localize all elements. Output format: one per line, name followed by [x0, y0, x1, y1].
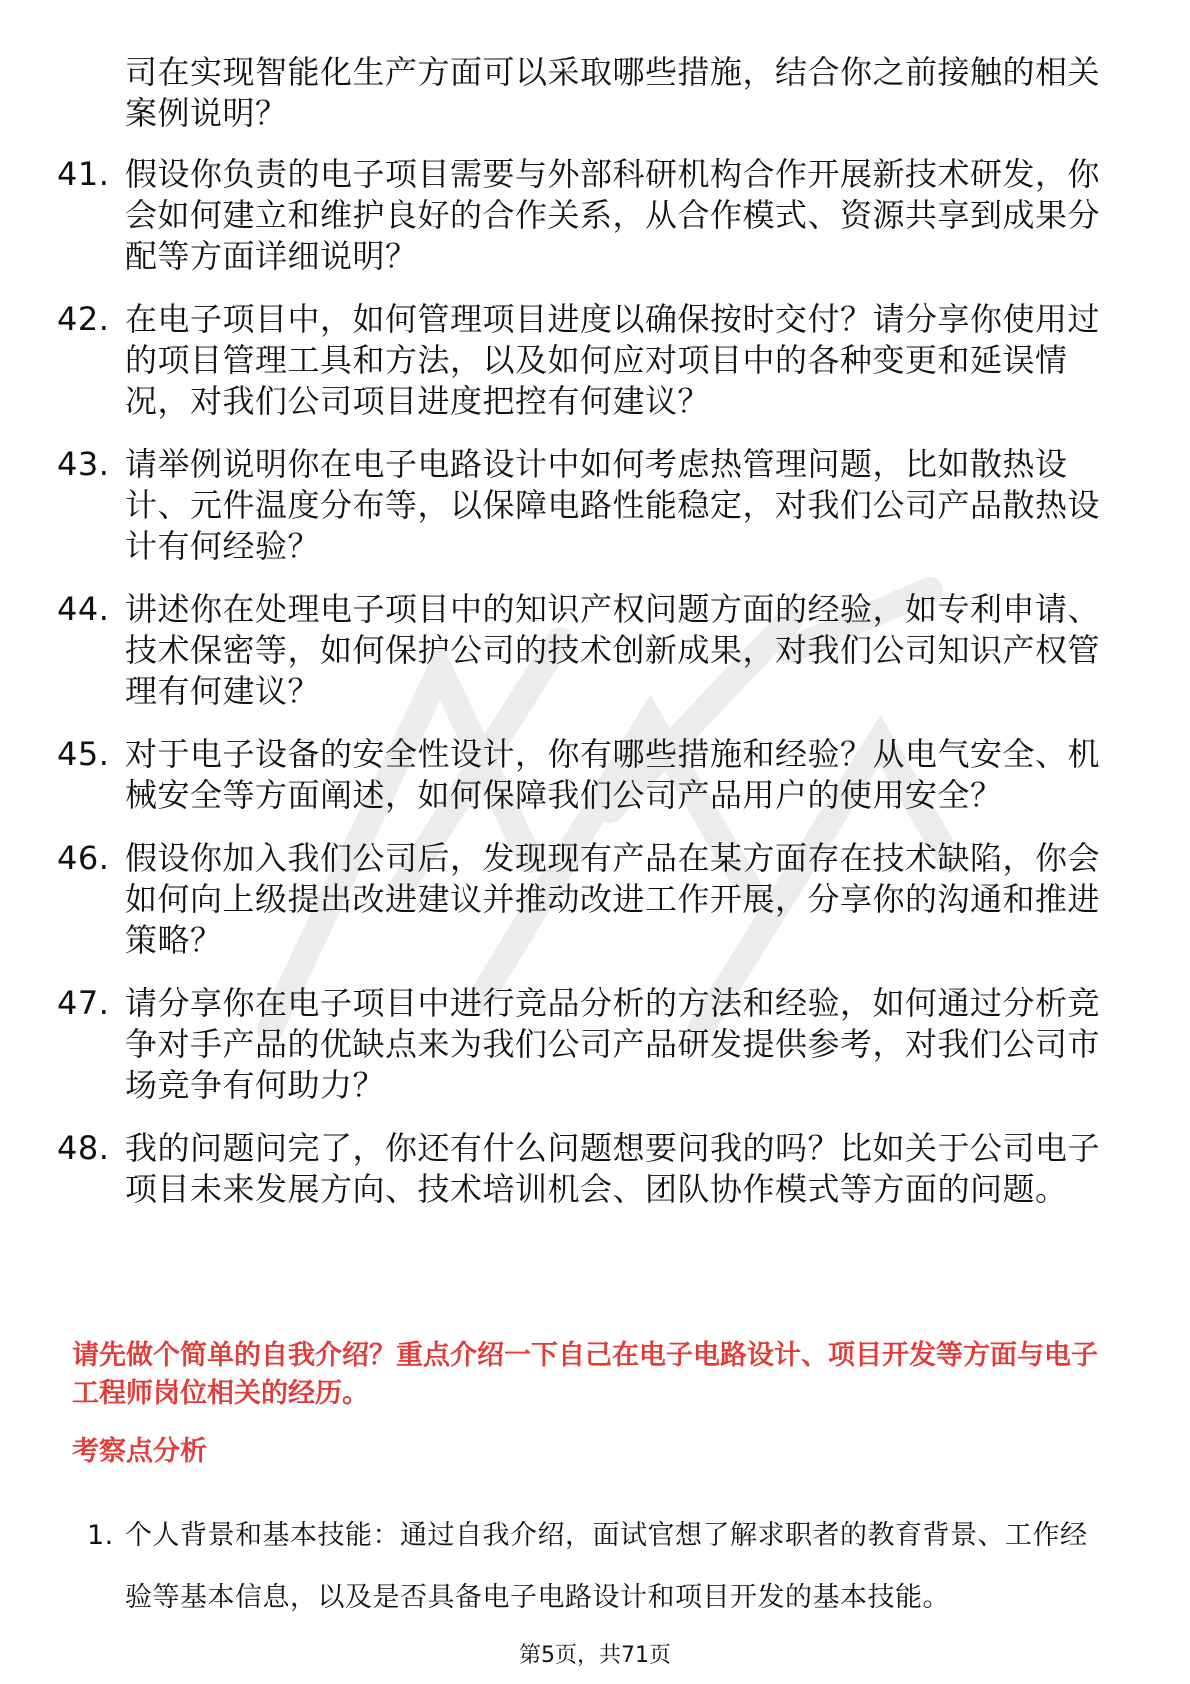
question-number: 44. [57, 590, 110, 628]
question-number: 42. [57, 300, 110, 338]
question-item [57, 983, 1105, 1106]
question-item [57, 154, 1105, 277]
section-title: 请先做个简单的自我介绍？重点介绍一下自己在电子电路设计、项目开发等方面与电子工程师岗位相关的经历。 [72, 1340, 1098, 1409]
question-number: 43. [57, 445, 110, 483]
question-text: 请分享你在电子项目中进行竞品分析的方法和经验，如何通过分析竞争对手产品的优缺点来为我们公司产品研发提供参考，对我们公司市场竞争有何助力？ [125, 984, 1101, 1104]
question-number: 45. [57, 735, 110, 773]
question-number: 48. [57, 1129, 110, 1167]
question-item [57, 1128, 1105, 1210]
question-list [0, 52, 1190, 1232]
analysis-heading: 考察点分析 [72, 1436, 207, 1467]
question-text: 请举例说明你在电子电路设计中如何考虑热管理问题，比如散热设计、元件温度分布等，以保障电路性能稳定，对我们公司产品散热设计有何经验？ [125, 445, 1101, 565]
point-number: 1. [87, 1520, 114, 1551]
question-continuation: 司在实现智能化生产方面可以采取哪些措施，结合你之前接触的相关案例说明？ [125, 53, 1101, 132]
question-text: 讲述你在处理电子项目中的知识产权问题方面的经验，如专利申请、技术保密等，如何保护公司的技术创新成果，对我们公司知识产权管理有何建议？ [125, 590, 1101, 710]
question-text: 假设你负责的电子项目需要与外部科研机构合作开展新技术研发，你会如何建立和维护良好的合作关系，从合作模式、资源共享到成果分配等方面详细说明？ [125, 155, 1101, 275]
question-number: 47. [57, 984, 110, 1022]
question-item [57, 444, 1105, 567]
question-text: 对于电子设备的安全性设计，你有哪些措施和经验？从电气安全、机械安全等方面阐述，如何保障我们公司产品用户的使用安全？ [125, 735, 1101, 814]
question-item [57, 734, 1105, 816]
question-text: 假设你加入我们公司后，发现现有产品在某方面存在技术缺陷，你会如何向上级提出改进建议并推动改进工作开展，分享你的沟通和推进策略？ [125, 839, 1101, 959]
question-item [57, 299, 1105, 422]
page-footer: 第5页，共71页 [519, 1643, 671, 1668]
point-text: 个人背景和基本技能：通过自我介绍，面试官想了解求职者的教育背景、工作经验等基本信息，以及是否具备电子电路设计和项目开发的基本技能。 [125, 1520, 1088, 1613]
question-item [57, 589, 1105, 712]
question-number: 46. [57, 839, 110, 877]
question-item [57, 838, 1105, 961]
question-text: 我的问题问完了，你还有什么问题想要问我的吗？比如关于公司电子项目未来发展方向、技术培训机会、团队协作模式等方面的问题。 [125, 1129, 1101, 1208]
analysis-point [87, 1505, 1110, 1629]
question-number: 41. [57, 155, 110, 193]
question-text: 在电子项目中，如何管理项目进度以确保按时交付？请分享你使用过的项目管理工具和方法，以及如何应对项目中的各种变更和延误情况，对我们公司项目进度把控有何建议？ [125, 300, 1101, 420]
